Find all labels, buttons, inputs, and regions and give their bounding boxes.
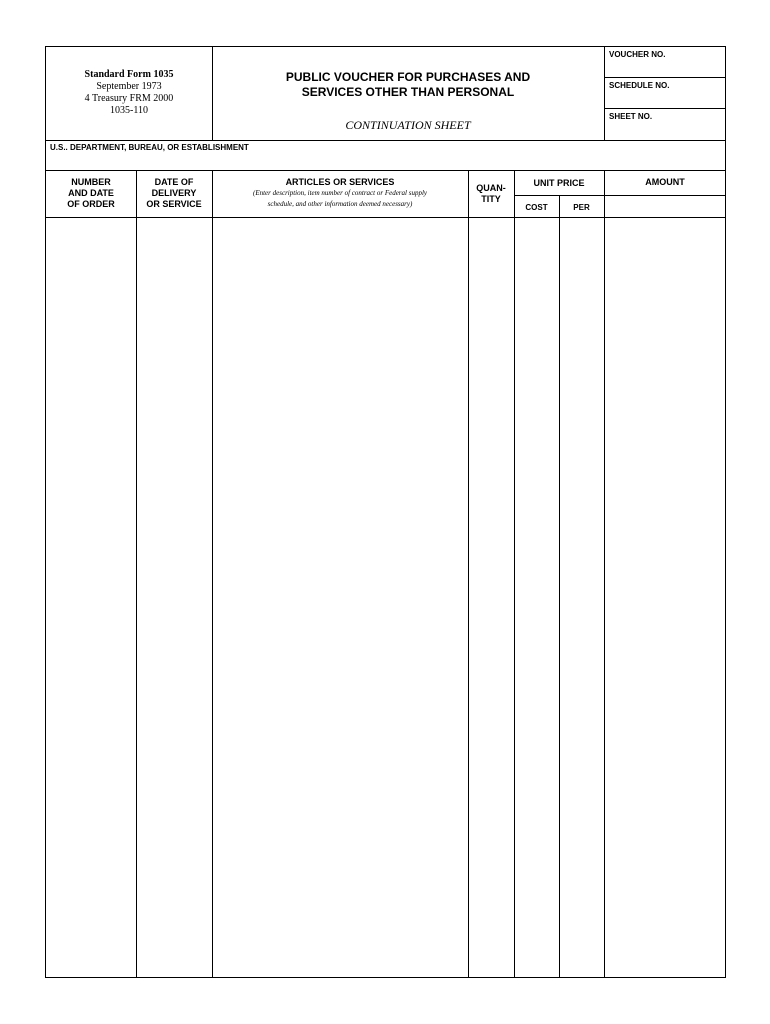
- col-quantity-header: QUAN- TITY: [476, 183, 506, 204]
- title-line-1: PUBLIC VOUCHER FOR PURCHASES AND: [285, 70, 531, 84]
- form-identification: [46, 69, 212, 117]
- column-divider: [136, 170, 137, 978]
- voucher-form: [45, 46, 726, 978]
- column-divider: [468, 170, 469, 978]
- form-title: [212, 70, 604, 100]
- divider: [46, 140, 726, 141]
- articles-note: (Enter description, item number of contract or Federal supply: [253, 189, 427, 197]
- form-subtitle: CONTINUATION SHEET: [345, 118, 471, 132]
- column-divider: [559, 195, 560, 978]
- sheet-no-label: SHEET NO.: [609, 112, 653, 121]
- form-number: Standard Form 1035: [84, 69, 174, 80]
- voucher-no-label: VOUCHER NO.: [609, 50, 666, 59]
- col-number-date-header: NUMBER AND DATE OF ORDER: [67, 177, 115, 209]
- col-cost-header: COST: [525, 203, 548, 212]
- title-line-2: SERVICES OTHER THAN PERSONAL: [301, 85, 515, 99]
- divider: [46, 170, 726, 171]
- form-date: September 1973: [96, 81, 162, 92]
- divider: [514, 195, 726, 196]
- divider: [604, 47, 605, 140]
- articles-note: schedule, and other information deemed necessary): [267, 200, 413, 208]
- column-divider: [212, 170, 213, 978]
- col-per-header: PER: [573, 203, 590, 212]
- department-label: U.S.. DEPARTMENT, BUREAU, OR ESTABLISHMENT: [50, 143, 249, 152]
- form-code: 1035-110: [110, 105, 148, 116]
- divider: [46, 217, 726, 218]
- column-divider: [514, 170, 515, 978]
- col-articles-header: [212, 177, 468, 210]
- col-unit-price-header: UNIT PRICE: [533, 178, 585, 188]
- schedule-no-label: SCHEDULE NO.: [609, 81, 670, 90]
- col-date-delivery-header: DATE OF DELIVERY OR SERVICE: [146, 177, 202, 209]
- divider: [604, 108, 726, 109]
- articles-label: ARTICLES OR SERVICES: [285, 177, 395, 187]
- col-amount-header: AMOUNT: [645, 177, 685, 187]
- form-authority: 4 Treasury FRM 2000: [84, 93, 174, 104]
- column-divider: [604, 170, 605, 978]
- divider: [604, 77, 726, 78]
